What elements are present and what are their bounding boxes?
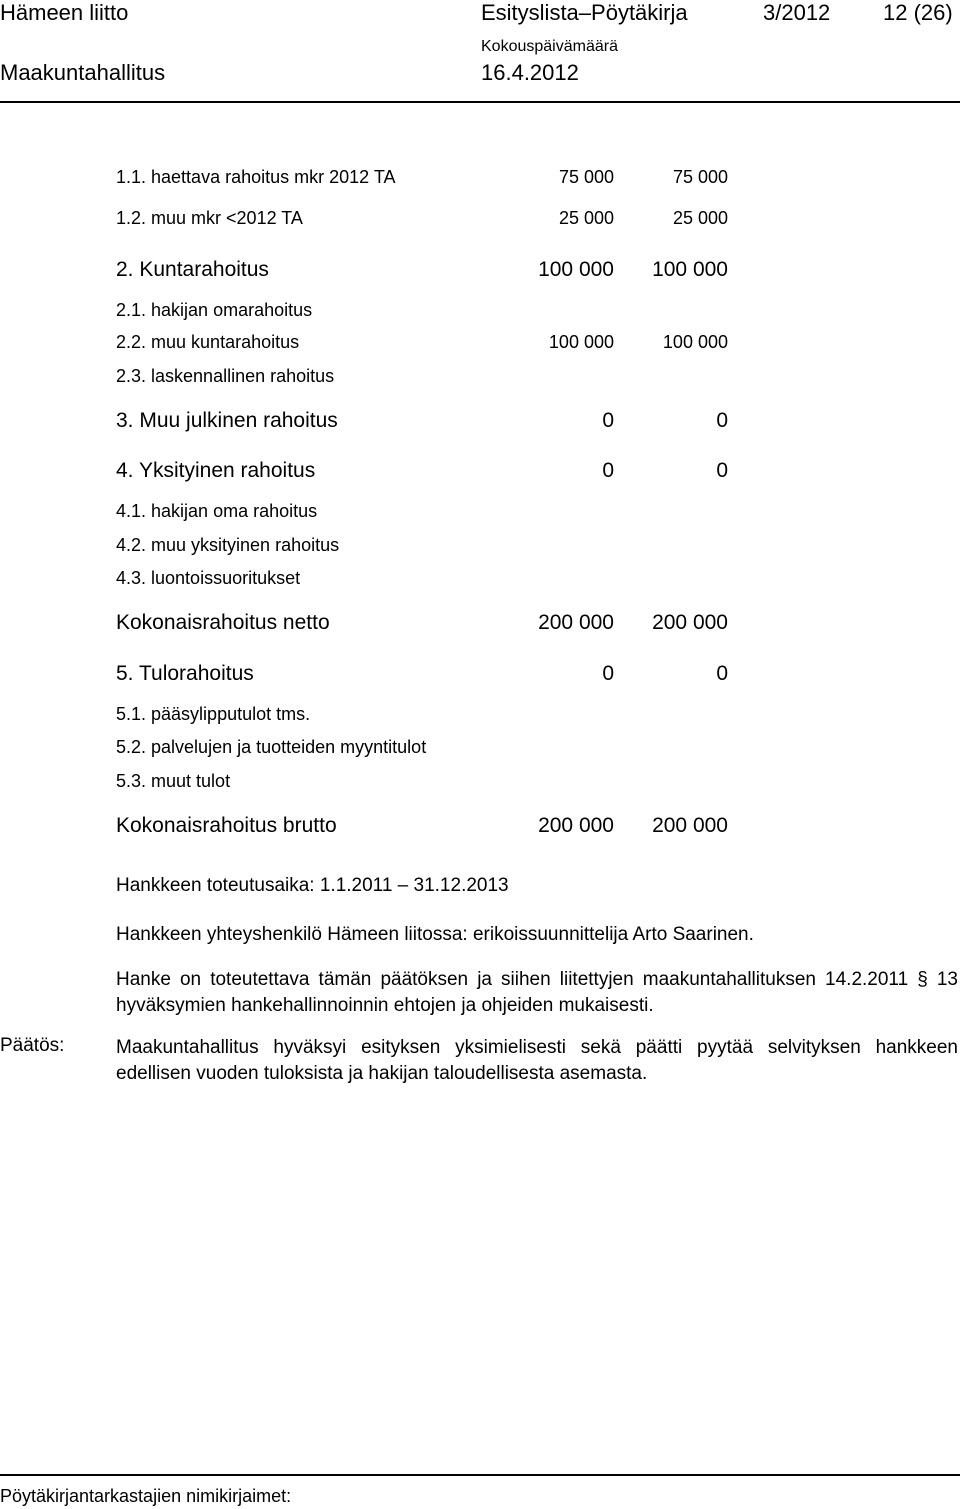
table-row: 5.2. palvelujen ja tuotteiden myyntitulot [116, 737, 427, 757]
project-condition: Hanke on toteutettava tämän päätöksen ja siihen liitettyjen maakuntahallituksen 14.2.2011 § 13 hyväksymien hankehallinnoinnin ehtojen ja ohjeiden mukaisesti. [116, 969, 958, 1016]
meeting-date: 16.4.2012 [481, 60, 579, 85]
table-row: 3. Muu julkinen rahoitus 0 0 [116, 409, 728, 432]
meeting-date-label: Kokouspäivämäärä [481, 38, 618, 55]
document-number: 3/2012 [763, 0, 831, 25]
decision-text: Maakuntahallitus hyväksyi esityksen yksimielisesti sekä päätti pyytää selvityksen hankkeen edellisen vuoden tuloksista ja hakijan taloudellisesta asemasta. [116, 1037, 958, 1084]
footer-rule [0, 1474, 960, 1476]
page-count: 12 (26) [883, 0, 953, 25]
header-rule [0, 101, 960, 103]
table-row: 2.3. laskennallinen rahoitus [116, 366, 335, 386]
table-row: 2.1. hakijan omarahoitus [116, 300, 313, 320]
table-row: 4.3. luontoissuoritukset [116, 568, 301, 588]
decision-label: Päätös: [0, 1035, 65, 1056]
governing-body: Maakuntahallitus [0, 60, 166, 85]
table-row: 4. Yksityinen rahoitus 0 0 [116, 459, 728, 482]
table-row: 5.3. muut tulot [116, 771, 231, 791]
table-row: 4.2. muu yksityinen rahoitus [116, 535, 340, 555]
table-row: 2.2. muu kuntarahoitus 100 000 100 000 [116, 332, 728, 352]
table-row-total: Kokonaisrahoitus brutto 200 000 200 000 [116, 814, 728, 837]
project-duration: Hankkeen toteutusaika: 1.1.2011 – 31.12.2013 [116, 875, 509, 896]
table-row: 1.1. haettava rahoitus mkr 2012 TA 75 000 75 000 [116, 167, 728, 187]
project-contact: Hankkeen yhteyshenkilö Hämeen liitossa: erikoissuunnittelija Arto Saarinen. [116, 924, 754, 945]
document-type: Esityslista–Pöytäkirja [481, 0, 688, 25]
org-name: Hämeen liitto [0, 0, 129, 25]
table-row: 1.2. muu mkr <2012 TA 25 000 25 000 [116, 208, 728, 228]
table-row: 5.1. pääsylipputulot tms. [116, 704, 311, 724]
table-row: 4.1. hakijan oma rahoitus [116, 501, 318, 521]
table-row: 5. Tulorahoitus 0 0 [116, 662, 728, 685]
signatures-label: Pöytäkirjantarkastajien nimikirjaimet: [0, 1486, 292, 1506]
table-row: 2. Kuntarahoitus 100 000 100 000 [116, 258, 728, 281]
table-row-total: Kokonaisrahoitus netto 200 000 200 000 [116, 611, 728, 634]
